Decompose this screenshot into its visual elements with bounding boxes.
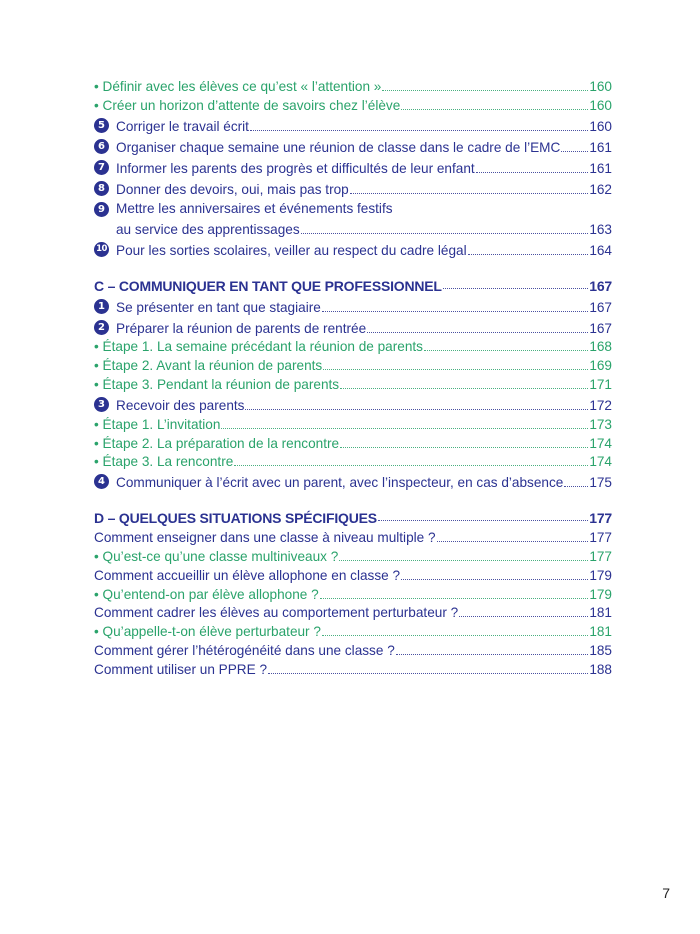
toc-entry[interactable]: [94, 585, 612, 604]
toc-entry-text: • Définir avec les élèves ce qu’est « l’attention »: [94, 78, 382, 94]
dot-leader: [443, 288, 588, 289]
toc-entry-10[interactable]: [94, 239, 612, 260]
toc-page-number: 163: [589, 221, 612, 237]
toc-page-number: 181: [589, 624, 612, 640]
toc-list-section-c: [94, 296, 612, 493]
dot-leader: [378, 520, 588, 521]
toc-entry-text: • Étape 3. La rencontre: [94, 454, 234, 470]
section-page-number: 167: [589, 277, 612, 294]
toc-entry-text: Comment enseigner dans une classe à niveau multiple ?: [94, 530, 436, 546]
number-badge: 2: [94, 320, 109, 335]
toc-entry-text: Recevoir des parents: [116, 397, 245, 413]
toc-entry-text-line1: Mettre les anniversaires et événements festifs: [116, 200, 393, 216]
toc-entry-text: Comment gérer l’hétérogénéité dans une classe ?: [94, 642, 395, 658]
toc-entry[interactable]: [94, 317, 612, 338]
toc-entry[interactable]: [94, 375, 612, 394]
toc-entry[interactable]: [94, 338, 612, 357]
toc-entry[interactable]: [94, 96, 612, 115]
number-badge: 10: [94, 242, 109, 257]
toc-page-number: 171: [589, 376, 612, 392]
toc-entry[interactable]: [94, 660, 612, 679]
toc-page-number: 169: [589, 358, 612, 374]
toc-entry-text: Informer les parents des progrès et difficultés de leur enfant: [116, 160, 475, 176]
toc-page-number: 161: [589, 160, 612, 176]
number-badge: 4: [94, 474, 109, 489]
toc-entry[interactable]: [94, 296, 612, 317]
toc-entry-text: • Étape 2. Avant la réunion de parents: [94, 358, 323, 374]
toc-page-number: 177: [589, 530, 612, 546]
dot-leader: [340, 388, 588, 389]
toc-entry[interactable]: [94, 178, 612, 199]
toc-page-number: 160: [589, 78, 612, 94]
dot-leader: [437, 541, 589, 542]
toc-entry-text: • Qu’appelle-t-on élève perturbateur ?: [94, 624, 321, 640]
dot-leader: [350, 193, 589, 194]
section-title: D – QUELQUES SITUATIONS SPÉCIFIQUES: [94, 510, 377, 527]
number-badge: 1: [94, 299, 109, 314]
toc-entry[interactable]: [94, 356, 612, 375]
table-of-contents: [94, 77, 612, 679]
number-badge: 3: [94, 397, 109, 412]
toc-entry[interactable]: [94, 641, 612, 660]
dot-leader: [382, 90, 588, 91]
toc-page-number: 172: [589, 397, 612, 413]
dot-leader: [564, 486, 588, 487]
toc-entry-text: Comment utiliser un PPRE ?: [94, 661, 268, 677]
dot-leader: [476, 172, 589, 173]
toc-list-top: [94, 77, 612, 199]
toc-entry-text: • Qu’entend-on par élève allophone ?: [94, 586, 319, 602]
dot-leader: [301, 233, 589, 234]
toc-entry-text: • Étape 3. Pendant la réunion de parents: [94, 376, 340, 392]
dot-leader: [268, 673, 588, 674]
toc-entry[interactable]: [94, 547, 612, 566]
number-badge: 9: [94, 202, 109, 217]
toc-page-number: 188: [589, 661, 612, 677]
toc-page-number: 173: [589, 416, 612, 432]
toc-entry[interactable]: [94, 77, 612, 96]
toc-page-number: 167: [589, 320, 612, 336]
toc-entry[interactable]: [94, 566, 612, 585]
toc-entry-text: Comment cadrer les élèves au comportement perturbateur ?: [94, 605, 459, 621]
number-badge: 6: [94, 139, 109, 154]
toc-entry[interactable]: [94, 622, 612, 641]
section-title: C – COMMUNIQUER EN TANT QUE PROFESSIONNEL: [94, 277, 442, 294]
toc-entry[interactable]: [94, 453, 612, 472]
toc-page-number: 162: [589, 181, 612, 197]
dot-leader: [367, 332, 588, 333]
toc-entry[interactable]: [94, 434, 612, 453]
toc-page-number: 160: [589, 97, 612, 113]
toc-entry-9[interactable]: [94, 199, 612, 239]
toc-entry-text: • Créer un horizon d’attente de savoirs chez l’élève: [94, 97, 401, 113]
section-c-heading[interactable]: [94, 274, 612, 294]
toc-page-number: 177: [589, 548, 612, 564]
toc-entry[interactable]: [94, 157, 612, 178]
dot-leader: [234, 465, 588, 466]
dot-leader: [339, 560, 588, 561]
toc-entry[interactable]: [94, 604, 612, 623]
dot-leader: [424, 350, 588, 351]
dot-leader: [561, 151, 588, 152]
toc-entry-text: • Étape 2. La préparation de la rencontre: [94, 435, 340, 451]
number-badge: 8: [94, 181, 109, 196]
toc-entry-text: Corriger le travail écrit: [116, 118, 249, 134]
toc-page-number: 179: [589, 586, 612, 602]
dot-leader: [396, 654, 589, 655]
dot-leader: [340, 447, 588, 448]
dot-leader: [221, 428, 588, 429]
dot-leader: [323, 369, 588, 370]
toc-entry[interactable]: [94, 115, 612, 136]
number-badge: 5: [94, 118, 109, 133]
toc-entry-text: Pour les sorties scolaires, veiller au respect du cadre légal: [116, 242, 467, 258]
toc-entry-text: • Étape 1. L’invitation: [94, 416, 221, 432]
dot-leader: [401, 579, 588, 580]
toc-page-number: 160: [589, 118, 612, 134]
toc-entry-text: Comment accueillir un élève allophone en classe ?: [94, 567, 401, 583]
toc-page-number: 161: [589, 139, 612, 155]
toc-page-number: 185: [589, 642, 612, 658]
toc-entry-text: Donner des devoirs, oui, mais pas trop: [116, 181, 349, 197]
toc-entry[interactable]: [94, 415, 612, 434]
section-page-number: 177: [589, 510, 612, 527]
toc-page-number: 164: [589, 242, 612, 258]
dot-leader: [320, 598, 589, 599]
dot-leader: [459, 616, 588, 617]
toc-entry[interactable]: [94, 471, 612, 492]
toc-entry-text: • Qu’est-ce qu’une classe multiniveaux ?: [94, 548, 339, 564]
dot-leader: [322, 635, 588, 636]
page-number: 7: [662, 885, 670, 901]
toc-page-number: 179: [589, 567, 612, 583]
dot-leader: [250, 130, 588, 131]
toc-page-number: 167: [589, 299, 612, 315]
section-d-heading[interactable]: [94, 506, 612, 526]
toc-page-number: 168: [589, 339, 612, 355]
toc-entry-text-line2: au service des apprentissages: [116, 221, 300, 237]
toc-entry-text: Se présenter en tant que stagiaire: [116, 299, 321, 315]
toc-entry[interactable]: [94, 136, 612, 157]
toc-entry[interactable]: [94, 528, 612, 547]
dot-leader: [245, 409, 588, 410]
toc-entry-text: • Étape 1. La semaine précédant la réunion de parents: [94, 339, 423, 355]
dot-leader: [322, 311, 589, 312]
toc-page-number: 181: [589, 605, 612, 621]
toc-page-number: 175: [589, 475, 612, 491]
number-badge: 7: [94, 160, 109, 175]
toc-entry[interactable]: [94, 394, 612, 415]
toc-page-number: 174: [589, 435, 612, 451]
dot-leader: [468, 254, 589, 255]
toc-list-section-d: [94, 528, 612, 678]
toc-page-number: 174: [589, 454, 612, 470]
toc-entry-text: Organiser chaque semaine une réunion de classe dans le cadre de l’EMC: [116, 139, 561, 155]
dot-leader: [401, 109, 588, 110]
toc-entry-text: Communiquer à l’écrit avec un parent, avec l’inspecteur, en cas d’absence: [116, 475, 564, 491]
toc-entry-text: Préparer la réunion de parents de rentrée: [116, 320, 367, 336]
